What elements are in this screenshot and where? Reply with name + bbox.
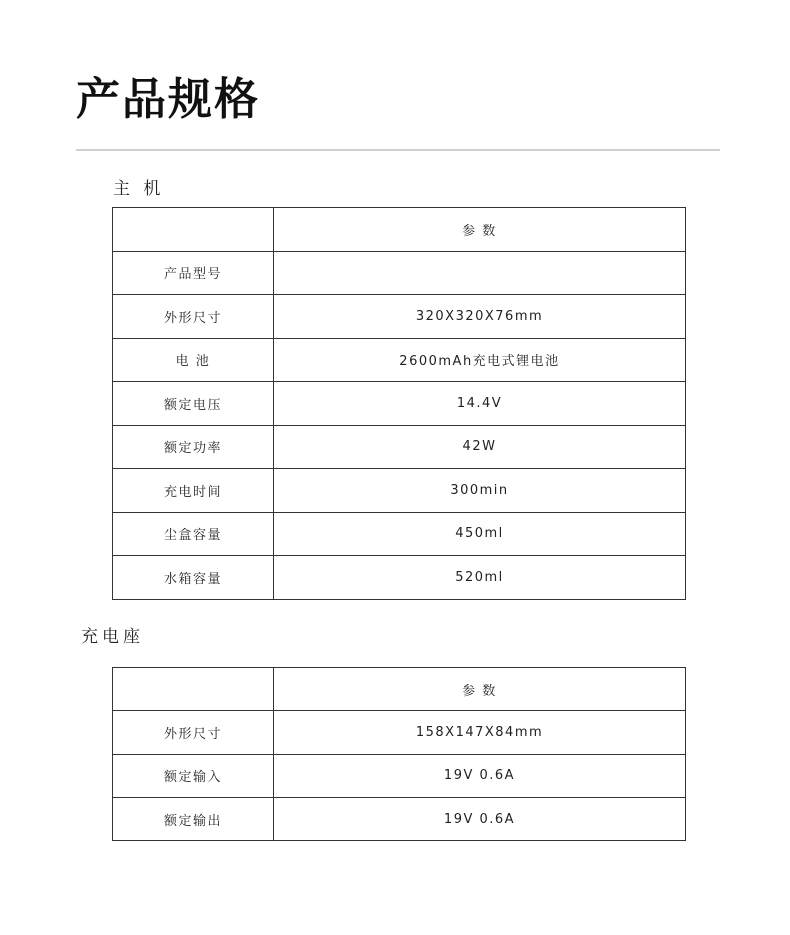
spec-value: 520ml [274,556,686,600]
spec-value: 2600mAh充电式锂电池 [274,338,686,382]
spec-value: 14.4V [274,382,686,426]
main-unit-label: 主 机 [113,179,165,199]
header-value-cell: 参 数 [274,208,686,252]
spec-value: 450ml [274,512,686,556]
header-name-cell [113,208,274,252]
spec-value [274,251,686,295]
spec-name: 额定电压 [113,382,274,426]
header-name-cell [113,668,274,711]
spec-name: 额定功率 [113,425,274,469]
page-title: 产品规格 [76,74,260,125]
table-row [113,469,686,513]
table-row [113,754,686,797]
table-row [113,797,686,840]
header-value-cell: 参 数 [274,668,686,711]
table-row [113,338,686,382]
spec-value: 300min [274,469,686,513]
spec-name: 额定输出 [113,797,274,840]
spec-value: 19V 0.6A [274,797,686,840]
table-row [113,251,686,295]
spec-name: 水箱容量 [113,556,274,600]
table-row [113,295,686,339]
spec-value: 42W [274,425,686,469]
table-row [113,711,686,754]
table-header-row [113,208,686,252]
table-row [113,556,686,600]
spec-value: 19V 0.6A [274,754,686,797]
spec-name: 产品型号 [113,251,274,295]
charging-dock-label: 充电座 [81,627,144,647]
spec-name: 电 池 [113,338,274,382]
spec-name: 外形尺寸 [113,295,274,339]
spec-name: 外形尺寸 [113,711,274,754]
charging-dock-spec-table [112,667,686,841]
spec-name: 尘盒容量 [113,512,274,556]
table-row [113,425,686,469]
table-row [113,512,686,556]
spec-name: 充电时间 [113,469,274,513]
spec-value: 158X147X84mm [274,711,686,754]
spec-value: 320X320X76mm [274,295,686,339]
table-row [113,382,686,426]
table-header-row [113,668,686,711]
main-unit-spec-table [112,207,686,600]
spec-name: 额定输入 [113,754,274,797]
title-divider [76,149,720,151]
